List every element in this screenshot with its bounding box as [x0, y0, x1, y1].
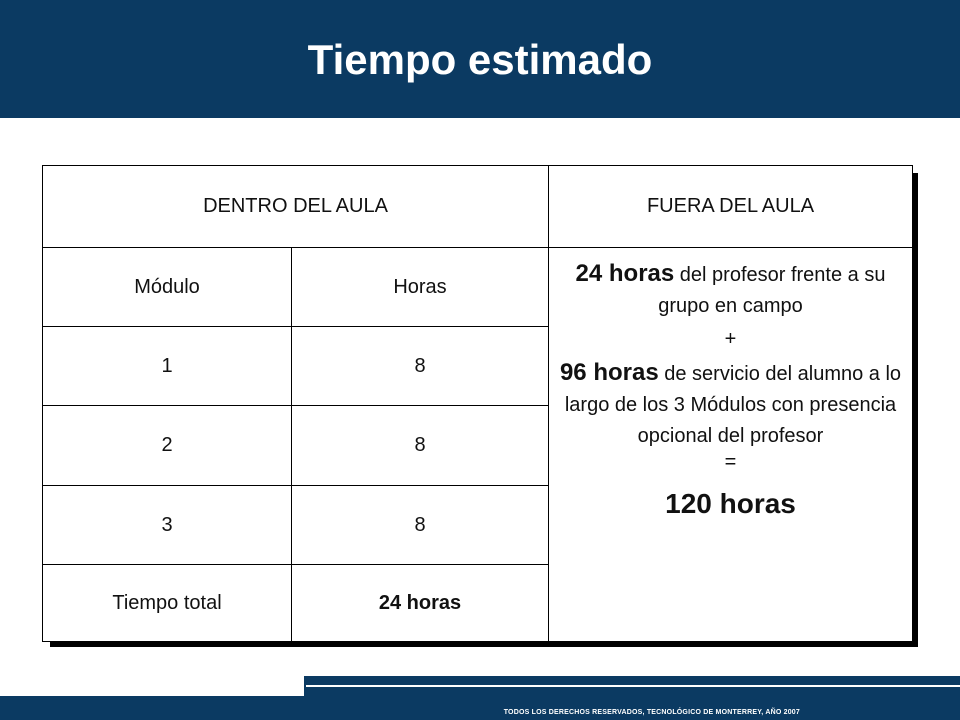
header-inside-class: DENTRO DEL AULA [43, 166, 549, 248]
student-hours-text [549, 357, 912, 452]
footer-tab [0, 676, 306, 698]
horas-cell: 8 [292, 327, 549, 406]
total-value: 24 horas [292, 565, 549, 642]
title-bar [0, 0, 960, 118]
teacher-hours-bold: 24 horas [575, 260, 675, 287]
student-hours-rest: de servicio del alumno a lo largo de los 3 Módulos con presencia opcional del profesor [564, 363, 902, 447]
student-hours-bold: 96 horas [559, 359, 659, 386]
column-horas: Horas [292, 248, 549, 327]
equals-sign: = [724, 451, 737, 473]
table-header-row [43, 166, 913, 248]
table-row [43, 248, 913, 327]
modulo-cell: 1 [43, 327, 292, 406]
page-title: Tiempo estimado [307, 36, 653, 83]
teacher-hours-rest: del profesor frente a su grupo en campo [658, 264, 886, 317]
teacher-hours-text [549, 258, 912, 322]
time-table [42, 165, 913, 642]
modulo-cell: 3 [43, 486, 292, 565]
plus-sign: + [724, 328, 737, 350]
modulo-cell: 2 [43, 406, 292, 486]
outside-class-description [549, 248, 913, 642]
column-modulo: Módulo [43, 248, 292, 327]
footer-bar [0, 676, 960, 720]
total-label: Tiempo total [43, 565, 292, 642]
footer-line [306, 685, 960, 687]
horas-cell: 8 [292, 486, 549, 565]
grand-total: 120 horas [665, 488, 796, 519]
header-outside-class: FUERA DEL AULA [549, 166, 913, 248]
horas-cell: 8 [292, 406, 549, 486]
copyright-text: TODOS LOS DERECHOS RESERVADOS, TECNOLÓGICO DE MONTERREY, AÑO 2007 [503, 709, 800, 716]
